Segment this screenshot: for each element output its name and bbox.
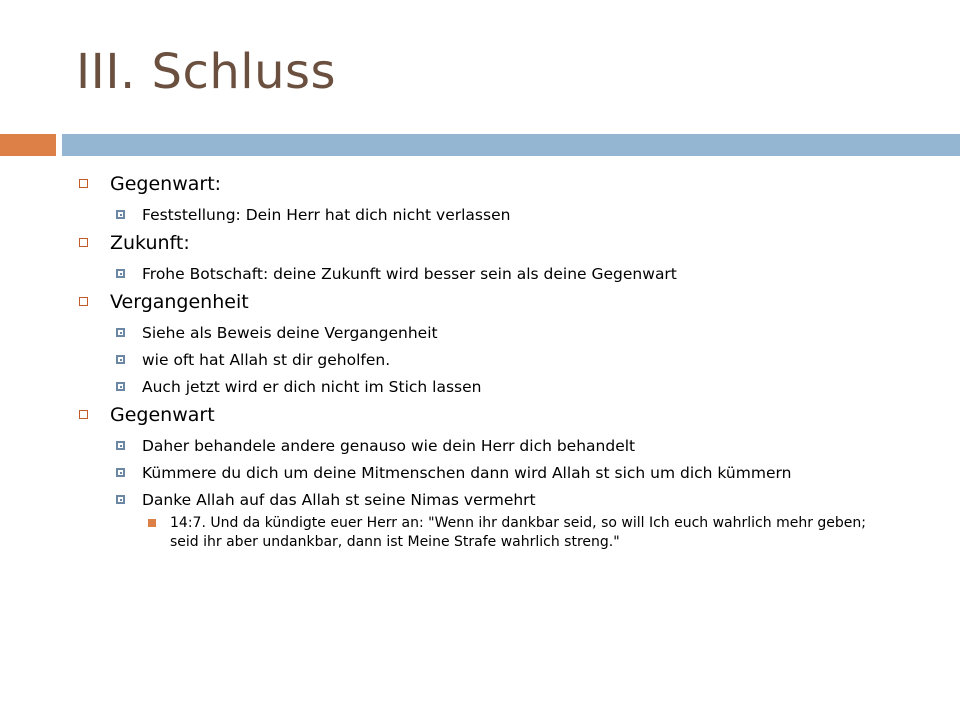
bullet-text: Gegenwart: — [110, 173, 222, 195]
slide-title: III. Schluss — [76, 44, 337, 100]
sub-bullet — [76, 323, 862, 343]
square-bullet-icon — [79, 410, 88, 419]
quote-text: 14:7. Und da kündigte euer Herr an: "Wenn ihr dankbar seid, so will Ich euch wahrlich mehr geben; seid ihr aber undankbar, dann ist Meine Strafe wahrlich streng." — [170, 515, 866, 550]
bullet-text: Gegenwart — [110, 404, 215, 426]
sub-bullet — [76, 490, 862, 510]
bullet-text: Zukunft: — [110, 232, 190, 254]
square-bullet-icon — [116, 269, 125, 278]
bullet-zukunft — [76, 229, 926, 257]
accent-bar-blue — [62, 134, 960, 156]
square-bullet-icon — [116, 328, 125, 337]
square-bullet-icon — [116, 355, 125, 364]
square-bullet-icon — [116, 441, 125, 450]
quote-bullet — [76, 514, 890, 552]
sub-bullet-text: Feststellung: Dein Herr hat dich nicht verlassen — [142, 206, 511, 224]
square-bullet-icon — [116, 210, 125, 219]
sub-bullet-text: Daher behandele andere genauso wie dein Herr dich behandelt — [142, 437, 636, 455]
square-bullet-icon — [79, 297, 88, 306]
square-bullet-icon — [79, 179, 88, 188]
sub-bullet — [76, 350, 862, 370]
bullet-gegenwart — [76, 170, 926, 198]
sub-bullet — [76, 463, 862, 483]
slide-content — [76, 168, 926, 552]
sub-bullet-text: Danke Allah auf das Allah st seine Nimas vermehrt — [142, 491, 536, 509]
bullet-text: Vergangenheit — [110, 291, 249, 313]
sub-bullet — [76, 205, 862, 225]
bullet-vergangenheit — [76, 288, 926, 316]
sub-bullet-text: Siehe als Beweis deine Vergangenheit — [142, 324, 438, 342]
square-bullet-icon — [79, 238, 88, 247]
square-bullet-icon — [116, 382, 125, 391]
bullet-gegenwart-2 — [76, 401, 926, 429]
sub-bullet-text: Auch jetzt wird er dich nicht im Stich lassen — [142, 378, 482, 396]
sub-bullet — [76, 436, 862, 456]
sub-bullet — [76, 264, 862, 284]
sub-bullet — [76, 377, 862, 397]
square-bullet-icon — [116, 468, 125, 477]
sub-bullet-text: Kümmere du dich um deine Mitmenschen dann wird Allah st sich um dich kümmern — [142, 464, 792, 482]
sub-bullet-text: wie oft hat Allah st dir geholfen. — [142, 351, 391, 369]
square-bullet-icon — [116, 495, 125, 504]
filled-square-bullet-icon — [148, 519, 156, 527]
accent-bar-orange — [0, 134, 56, 156]
sub-bullet-text: Frohe Botschaft: deine Zukunft wird besser sein als deine Gegenwart — [142, 265, 677, 283]
